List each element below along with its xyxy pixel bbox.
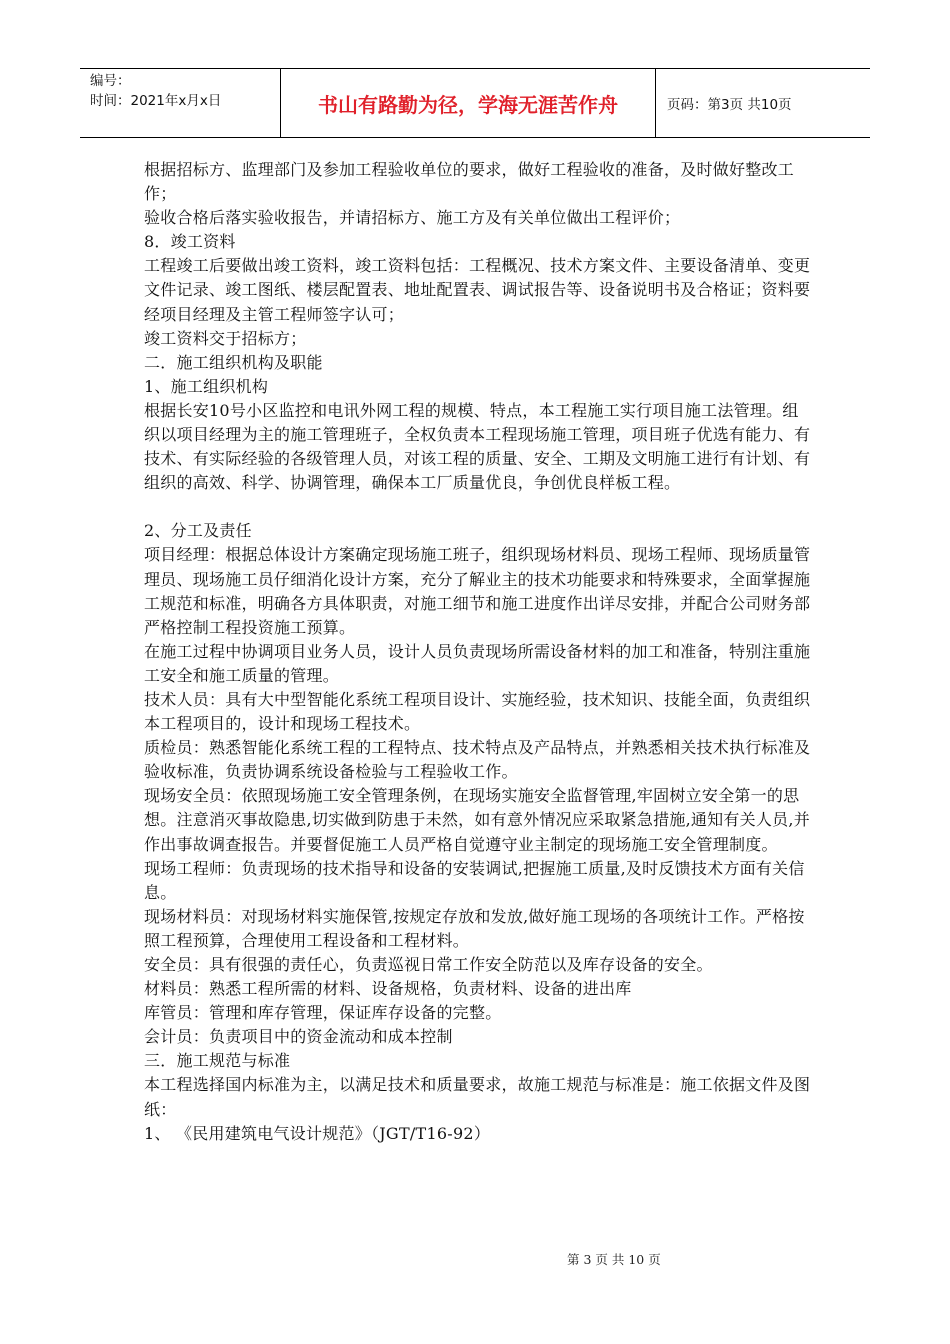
blank-line [144,495,814,519]
paragraph: 材料员：熟悉工程所需的材料、设备规格，负责材料、设备的进出库 [144,979,632,999]
paragraph: 工程竣工后要做出竣工资料，竣工资料包括：工程概况、技术方案文件、主要设备清单、变更文件记录、竣工图纸、楼层配置表、地址配置表、调试报告等、设备说明书及合格证；资料要经项目经理及主管工程师签字认可； [144,256,811,324]
document-body [144,158,814,1146]
page-footer: 第 3 页 共 10 页 [567,1252,661,1267]
subsection-heading: 1、施工组织机构 [144,376,269,396]
paragraph: 在施工过程中协调项目业务人员，设计人员负责现场所需设备材料的加工和准备，特别注重施工安全和施工质量的管理。 [144,641,811,685]
paragraph: 根据长安10号小区监控和电讯外网工程的规模、特点，本工程施工实行项目施工法管理。组织以项目经理为主的施工管理班子，全权负责本工程现场施工管理，项目班子优选有能力、有技术、有实际经验的各级管理人员，对该工程的质量、安全、工期及文明施工进行有计划、有组织的高效、科学、协调管理，确保本工厂质量优良，争创优良样板工程。 [144,400,811,493]
subsection-heading: 2、分工及责任 [144,521,252,541]
paragraph: 根据招标方、监理部门及参加工程验收单位的要求，做好工程验收的准备，及时做好整改工作； [144,160,795,204]
document-time-label: 时间：2021年x月x日 [90,93,222,109]
header-page-info: 页码：第3页 共10页 [667,97,792,113]
paragraph: 会计员：负责项目中的资金流动和成本控制 [144,1027,453,1047]
section-heading: 二．施工组织机构及职能 [144,352,323,372]
paragraph: 验收合格后落实验收报告，并请招标方、施工方及有关单位做出工程评价； [144,208,681,228]
paragraph: 技术人员：具有大中型智能化系统工程项目设计、实施经验，技术知识、技能全面，负责组织本工程项目的，设计和现场工程技术。 [144,689,811,734]
paragraph: 现场安全员：依照现场施工安全管理条例，在现场实施安全监督管理,牢固树立安全第一的思想。注意消灭事故隐患,切实做到防患于未然，如有意外情况应采取紧急措施,通知有关人员,并作出事故调查报告。并要督促施工人员严格自觉遵守业主制定的现场施工安全管理制度。 [144,786,811,854]
header-motto: 书山有路勤为径，学海无涯苦作舟 [281,69,656,137]
section-heading: 三．施工规范与标准 [144,1051,291,1071]
page-header [80,68,870,138]
paragraph: 安全员：具有很强的责任心，负责巡视日常工作安全防范以及库存设备的安全。 [144,955,713,974]
paragraph: 质检员：熟悉智能化系统工程的工程特点、技术特点及产品特点，并熟悉相关技术执行标准及验收标准，负责协调系统设备检验与工程验收工作。 [144,738,811,782]
document-number-label: 编号： [90,73,131,89]
section-heading: 8．竣工资料 [144,232,236,252]
paragraph: 现场材料员：对现场材料实施保管,按规定存放和发放,做好施工现场的各项统计工作。严格按照工程预算，合理使用工程设备和工程材料。 [144,906,805,950]
paragraph: 现场工程师：负责现场的技术指导和设备的安装调试,把握施工质量,及时反馈技术方面有关信息。 [144,858,805,902]
paragraph: 库管员：管理和库存管理，保证库存设备的完整。 [144,1003,502,1023]
paragraph: 项目经理：根据总体设计方案确定现场施工班子，组织现场材料员、现场工程师、现场质量管理员、现场施工员仔细消化设计方案，充分了解业主的技术功能要求和特殊要求，全面掌握施工规范和标准，明确各方具体职责，对施工细节和施工进度作出详尽安排，并配合公司财务部严格控制工程投资施工预算。 [144,545,811,637]
paragraph: 竣工资料交于招标方； [144,328,307,348]
list-item: 1、 《民用建筑电气设计规范》（JGT/T16-92） [144,1123,491,1143]
paragraph: 本工程选择国内标准为主，以满足技术和质量要求，故施工规范与标准是：施工依据文件及图纸： [144,1075,811,1119]
header-meta-cell [80,69,281,137]
